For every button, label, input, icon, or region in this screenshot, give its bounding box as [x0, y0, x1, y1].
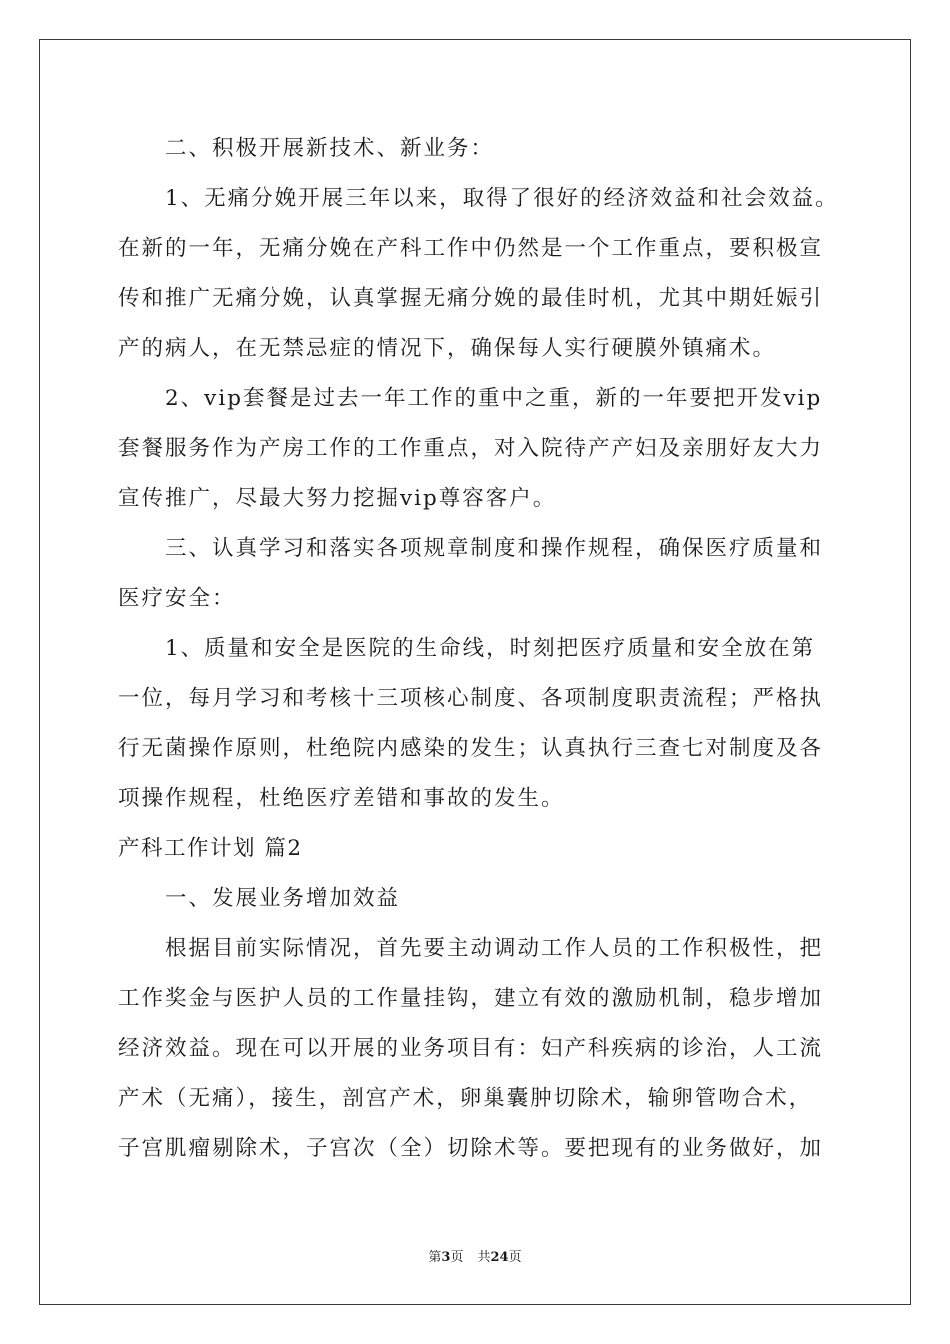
total-suffix: 页	[508, 1250, 522, 1265]
total-prefix: 共	[477, 1250, 491, 1265]
paragraph-line: 子宫肌瘤剔除术，子宫次（全）切除术等。要把现有的业务做好，加	[118, 1136, 824, 1161]
paragraph-line: 一位，每月学习和考核十三项核心制度、各项制度职责流程；严格执	[118, 686, 824, 711]
total-pages: 24	[490, 1250, 509, 1265]
page-number: 3	[441, 1250, 451, 1265]
page-footer	[0, 1246, 950, 1265]
section-heading: 医疗安全：	[118, 586, 236, 611]
paragraph-line: 项操作规程，杜绝医疗差错和事故的发生。	[118, 786, 565, 811]
paragraph-line: 2、vip套餐是过去一年工作的重中之重，新的一年要把开发vip	[165, 386, 823, 411]
paragraph-line: 工作奖金与医护人员的工作量挂钩，建立有效的激励机制，稳步增加	[118, 986, 824, 1011]
paragraph-line: 套餐服务作为产房工作的工作重点，对入院待产产妇及亲朋好友大力	[118, 436, 824, 461]
section-heading: 二、积极开展新技术、新业务：	[165, 136, 495, 161]
page-prefix: 第	[428, 1250, 442, 1265]
paragraph-line: 行无菌操作原则，杜绝院内感染的发生；认真执行三查七对制度及各	[118, 736, 824, 761]
paragraph-line: 1、无痛分娩开展三年以来，取得了很好的经济效益和社会效益。	[165, 186, 839, 211]
document-body	[118, 129, 838, 1179]
paragraph-line: 根据目前实际情况，首先要主动调动工作人员的工作积极性，把	[165, 936, 824, 961]
section-heading: 一、发展业务增加效益	[165, 886, 401, 911]
paragraph-line: 传和推广无痛分娩，认真掌握无痛分娩的最佳时机，尤其中期妊娠引	[118, 286, 824, 311]
paragraph-line: 在新的一年，无痛分娩在产科工作中仍然是一个工作重点，要积极宣	[118, 236, 824, 261]
paragraph-line: 经济效益。现在可以开展的业务项目有：妇产科疾病的诊治，人工流	[118, 1036, 824, 1061]
page-suffix: 页	[450, 1250, 464, 1265]
section-heading: 三、认真学习和落实各项规章制度和操作规程，确保医疗质量和	[165, 536, 824, 561]
paragraph-line: 宣传推广，尽最大努力挖掘vip尊容客户。	[118, 486, 557, 511]
article-title: 产科工作计划 篇2	[118, 836, 303, 861]
paragraph-line: 产的病人，在无禁忌症的情况下，确保每人实行硬膜外镇痛术。	[118, 336, 777, 361]
paragraph-line: 产术（无痛），接生，剖宫产术，卵巢囊肿切除术，输卵管吻合术，	[118, 1086, 813, 1111]
paragraph-line: 1、质量和安全是医院的生命线，时刻把医疗质量和安全放在第	[165, 636, 816, 661]
